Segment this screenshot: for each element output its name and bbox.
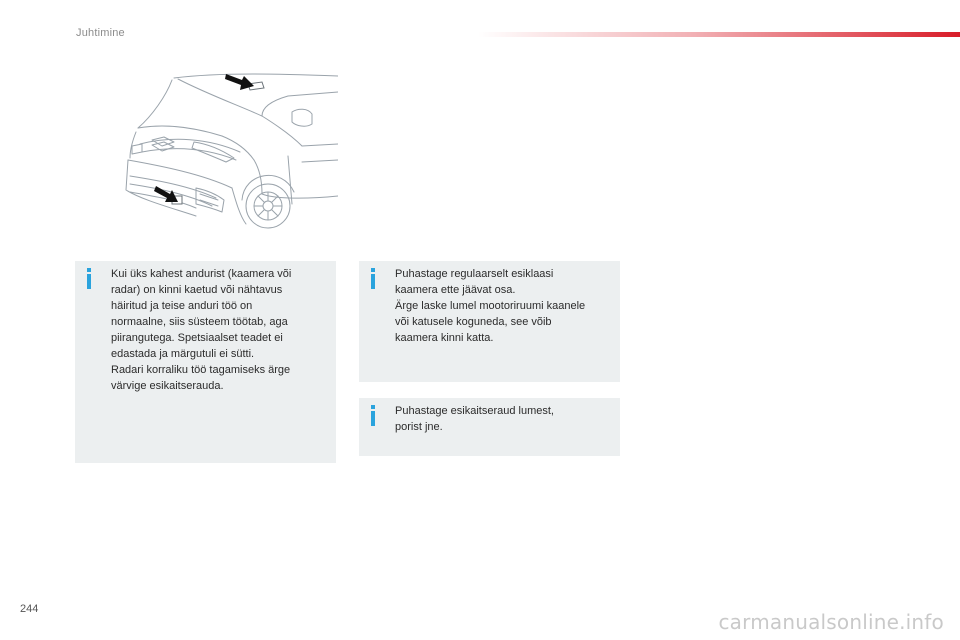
page-number: 244	[20, 603, 39, 615]
section-title: Juhtimine	[76, 27, 125, 39]
info-icon	[369, 268, 379, 290]
watermark: carmanualsonline.info	[718, 610, 944, 634]
van-illustration	[112, 66, 338, 244]
info-icon	[369, 405, 379, 427]
header-accent-rule	[478, 32, 960, 37]
info-box-clean-bumper	[359, 398, 620, 456]
info-text: Puhastage regulaarselt esiklaasi kaamera ette jäävat osa. Ärge laske lumel mootoriruumi kaanele või katusele koguneda, see võib kaamera kinni katta.	[395, 268, 586, 344]
info-text: Kui üks kahest andurist (kaamera või radar) on kinni kaetud või nähtavus häiritud ja teise anduri töö on normaalne, siis süsteem töötab, aga piirangutega. Spetsiaalset teadet ei edastada ja märgutuli ei sütti. Radari korraliku töö tagamiseks ärge värvige esikaitserauda.	[111, 268, 292, 392]
info-text: Puhastage esikaitseraud lumest, porist jne.	[395, 405, 554, 433]
info-icon	[85, 268, 95, 290]
info-box-clean-windshield	[359, 261, 620, 382]
info-box-sensor-blocked	[75, 261, 336, 463]
